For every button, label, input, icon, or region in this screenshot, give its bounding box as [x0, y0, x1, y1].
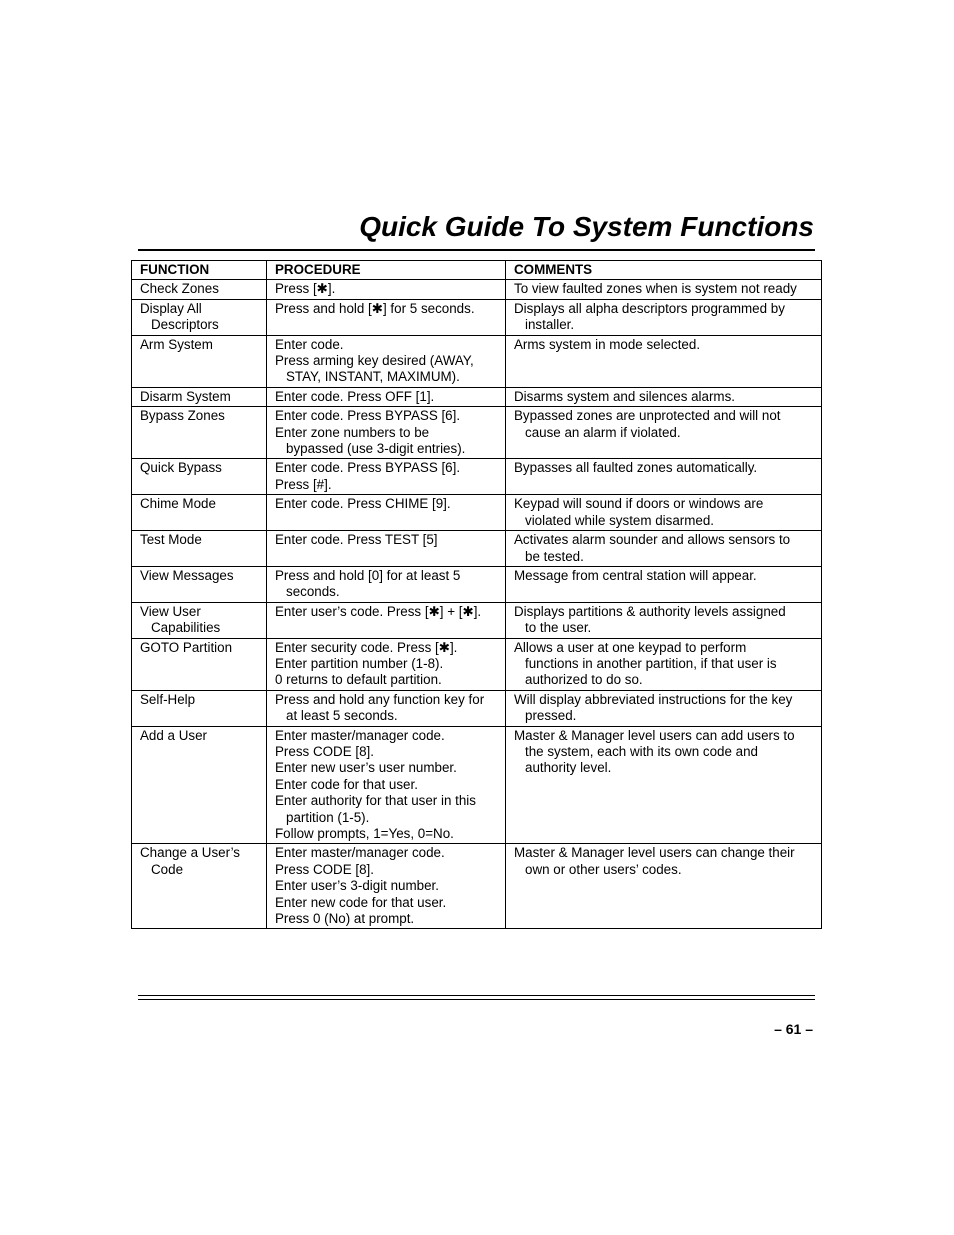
- procedure-line: Press and hold [✱] for 5 seconds.: [275, 300, 475, 316]
- table-row: [132, 566, 822, 602]
- procedure-line: Enter code. Press OFF [1].: [275, 388, 435, 404]
- function-cell: [132, 690, 267, 726]
- procedure-line: Enter master/manager code.: [275, 845, 445, 861]
- comments-line: functions in another partition, if that user is: [525, 655, 777, 671]
- procedure-line: Enter user’s code. Press [✱] + [✱].: [275, 603, 482, 619]
- comments-line: to the user.: [525, 620, 592, 636]
- procedure-line: Enter code.: [275, 336, 344, 352]
- comments-cell: [506, 495, 822, 531]
- procedure-line: Enter code. Press TEST [5]: [275, 532, 438, 548]
- comments-cell: [506, 531, 822, 567]
- function-line: Arm System: [140, 336, 213, 352]
- comments-cell: [506, 280, 822, 299]
- comments-cell: [506, 407, 822, 459]
- procedure-cell: [267, 638, 506, 690]
- comments-line: Bypasses all faulted zones automatically.: [514, 460, 758, 476]
- function-cell: [132, 726, 267, 844]
- comments-cell: [506, 335, 822, 387]
- function-line: Bypass Zones: [140, 408, 225, 424]
- function-line: Display All: [140, 300, 202, 316]
- procedure-cell: [267, 387, 506, 406]
- comments-line: To view faulted zones when is system not ready: [514, 281, 797, 297]
- procedure-cell: [267, 407, 506, 459]
- function-line: View User: [140, 603, 201, 619]
- function-cell: [132, 531, 267, 567]
- page-title: Quick Guide To System Functions: [359, 211, 814, 242]
- function-cell: [132, 495, 267, 531]
- header-row: [132, 261, 822, 280]
- procedure-line: Enter code. Press BYPASS [6].: [275, 408, 461, 424]
- procedure-line: Enter code. Press CHIME [9].: [275, 496, 451, 512]
- procedure-line: 0 returns to default partition.: [275, 672, 442, 688]
- comments-line: Message from central station will appear.: [514, 567, 757, 583]
- function-cell: [132, 602, 267, 638]
- function-cell: [132, 299, 267, 335]
- function-line: Add a User: [140, 727, 207, 743]
- procedure-line: Enter code for that user.: [275, 776, 418, 792]
- procedure-cell: [267, 459, 506, 495]
- function-line: Change a User’s: [140, 845, 240, 861]
- header-comments: COMMENTS: [506, 261, 822, 280]
- function-cell: [132, 566, 267, 602]
- comments-line: authority level.: [525, 760, 612, 776]
- comments-line: Allows a user at one keypad to perform: [514, 639, 747, 655]
- footer-rule: [138, 995, 815, 1000]
- procedure-cell: [267, 690, 506, 726]
- procedure-cell: [267, 299, 506, 335]
- comments-cell: [506, 566, 822, 602]
- procedure-line: Press CODE [8].: [275, 743, 374, 759]
- table-body: [132, 280, 822, 929]
- procedure-line: Press arming key desired (AWAY,: [275, 353, 474, 369]
- comments-line: Will display abbreviated instructions for the key: [514, 691, 793, 707]
- procedure-line: partition (1-5).: [286, 809, 370, 825]
- comments-line: be tested.: [525, 548, 584, 564]
- function-cell: [132, 335, 267, 387]
- function-line: Code: [151, 861, 184, 877]
- comments-line: Displays all alpha descriptors programmed by: [514, 300, 785, 316]
- header-function: FUNCTION: [132, 261, 267, 280]
- table-row: [132, 407, 822, 459]
- header-procedure: PROCEDURE: [267, 261, 506, 280]
- procedure-cell: [267, 726, 506, 844]
- comments-line: Bypassed zones are unprotected and will not: [514, 408, 781, 424]
- function-cell: [132, 844, 267, 929]
- comments-line: Master & Manager level users can change their: [514, 845, 795, 861]
- function-line: Capabilities: [151, 620, 221, 636]
- function-cell: [132, 459, 267, 495]
- procedure-line: Enter new code for that user.: [275, 894, 447, 910]
- procedure-line: Enter master/manager code.: [275, 727, 445, 743]
- table-row: [132, 638, 822, 690]
- function-line: Check Zones: [140, 281, 219, 297]
- procedure-line: Press and hold any function key for: [275, 691, 485, 707]
- procedure-cell: [267, 602, 506, 638]
- table-row: [132, 531, 822, 567]
- comments-cell: [506, 602, 822, 638]
- procedure-cell: [267, 335, 506, 387]
- comments-line: Displays partitions & authority levels assigned: [514, 603, 786, 619]
- function-line: Chime Mode: [140, 496, 216, 512]
- procedure-line: Press [#].: [275, 476, 332, 492]
- procedure-line: Enter zone numbers to be: [275, 424, 430, 440]
- table-row: [132, 280, 822, 299]
- function-line: Descriptors: [151, 317, 219, 333]
- comments-line: cause an alarm if violated.: [525, 424, 681, 440]
- comments-line: authorized to do so.: [525, 672, 643, 688]
- procedure-line: seconds.: [286, 584, 340, 600]
- comments-cell: [506, 690, 822, 726]
- table-row: [132, 602, 822, 638]
- function-cell: [132, 638, 267, 690]
- table-row: [132, 690, 822, 726]
- comments-line: the system, each with its own code and: [525, 743, 758, 759]
- comments-line: Arms system in mode selected.: [514, 336, 701, 352]
- table-header: [132, 261, 822, 280]
- function-cell: [132, 407, 267, 459]
- comments-cell: [506, 638, 822, 690]
- table-row: [132, 299, 822, 335]
- table-row: [132, 495, 822, 531]
- page-number: – 61 –: [774, 1021, 813, 1037]
- procedure-line: Enter authority for that user in this: [275, 793, 476, 809]
- table-row: [132, 387, 822, 406]
- table-row: [132, 726, 822, 844]
- comments-line: Keypad will sound if doors or windows are: [514, 496, 764, 512]
- function-line: Self-Help: [140, 691, 196, 707]
- table-row: [132, 844, 822, 929]
- procedure-line: Press [✱].: [275, 281, 336, 297]
- comments-cell: [506, 387, 822, 406]
- procedure-cell: [267, 844, 506, 929]
- procedure-line: Press 0 (No) at prompt.: [275, 911, 415, 927]
- comments-line: installer.: [525, 317, 575, 333]
- procedure-cell: [267, 566, 506, 602]
- table-row: [132, 459, 822, 495]
- procedure-line: Enter new user’s user number.: [275, 760, 457, 776]
- procedure-line: Press CODE [8].: [275, 861, 374, 877]
- comments-cell: [506, 726, 822, 844]
- function-line: Test Mode: [140, 532, 202, 548]
- procedure-line: Enter user’s 3-digit number.: [275, 878, 439, 894]
- comments-line: Disarms system and silences alarms.: [514, 388, 736, 404]
- comments-line: pressed.: [525, 708, 577, 724]
- comments-cell: [506, 844, 822, 929]
- procedure-line: Enter partition number (1-8).: [275, 655, 444, 671]
- function-line: Quick Bypass: [140, 460, 222, 476]
- comments-line: Activates alarm sounder and allows sensors to: [514, 532, 791, 548]
- comments-line: Master & Manager level users can add users to: [514, 727, 795, 743]
- function-cell: [132, 280, 267, 299]
- procedure-line: bypassed (use 3-digit entries).: [286, 441, 466, 457]
- procedure-cell: [267, 531, 506, 567]
- function-line: Disarm System: [140, 388, 231, 404]
- procedure-line: at least 5 seconds.: [286, 708, 398, 724]
- procedure-line: Press and hold [0] for at least 5: [275, 567, 461, 583]
- comments-line: violated while system disarmed.: [525, 512, 715, 528]
- procedure-line: STAY, INSTANT, MAXIMUM).: [286, 369, 460, 385]
- procedure-line: Enter code. Press BYPASS [6].: [275, 460, 461, 476]
- comments-cell: [506, 299, 822, 335]
- quick-guide-table: [131, 260, 822, 929]
- procedure-line: Follow prompts, 1=Yes, 0=No.: [275, 826, 454, 841]
- procedure-cell: [267, 495, 506, 531]
- procedure-line: Enter security code. Press [✱].: [275, 639, 458, 655]
- table-row: [132, 335, 822, 387]
- function-cell: [132, 387, 267, 406]
- procedure-cell: [267, 280, 506, 299]
- function-line: GOTO Partition: [140, 639, 233, 655]
- function-line: View Messages: [140, 567, 234, 583]
- title-rule: [138, 249, 815, 251]
- comments-line: own or other users’ codes.: [525, 861, 682, 877]
- comments-cell: [506, 459, 822, 495]
